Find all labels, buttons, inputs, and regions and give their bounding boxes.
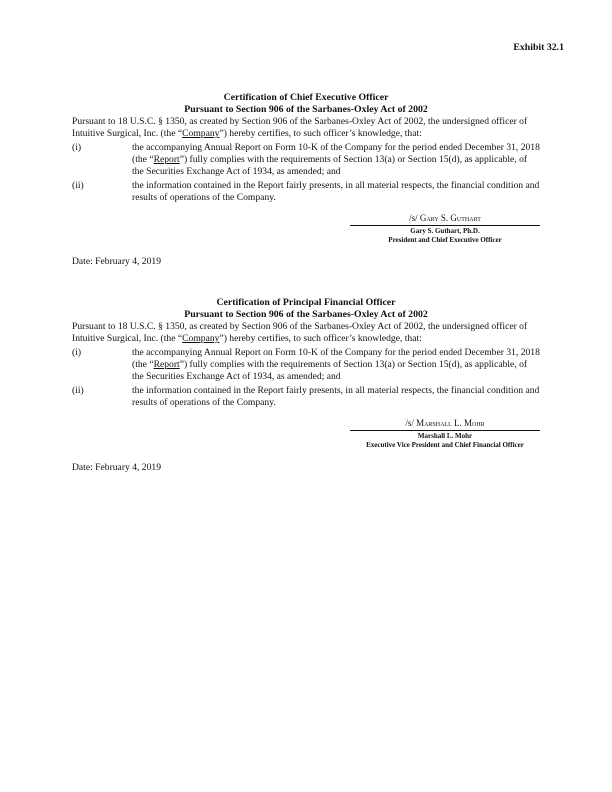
- cfo-item-2-text: the information contained in the Report fairly presents, in all material respects, the financial condition and results of operations of the Company.: [132, 385, 540, 408]
- cfo-intro: [72, 321, 540, 345]
- ceo-item-1: [72, 142, 540, 178]
- ceo-item-1-text: [132, 142, 540, 178]
- cfo-certification: [72, 297, 540, 450]
- ceo-signer-name: Gary S. Guthart, Ph.D.: [410, 227, 480, 235]
- ceo-item-1-text-start: the accompanying Annual Report on Form 10-K of the Company for the period ended December 31, 2018 (the “: [132, 142, 540, 165]
- cfo-item-1-text-start: the accompanying Annual Report on Form 10-K of the Company for the period ended December 31, 2018 (the “: [132, 347, 540, 370]
- cfo-signature-name: Marshall L. Mohr: [416, 418, 485, 428]
- cfo-item-1: [72, 347, 540, 383]
- ceo-item-1-report-term: Report: [153, 154, 180, 165]
- cfo-intro-text: Pursuant to 18 U.S.C. § 1350, as created by Section 906 of the Sarbanes-Oxley Act of 2002, the undersigned officer of Intuitive Surgical, Inc. (the “: [72, 321, 528, 344]
- cfo-item-1-report-term: Report: [153, 359, 180, 370]
- cfo-title: Certification of Principal Financial Officer: [216, 297, 396, 308]
- cfo-signature-prefix: /s/: [405, 418, 417, 428]
- ceo-item-1-text-end: ”) fully complies with the requirements of Section 13(a) or Section 15(d), as applicable, of the Securities Exchange Act of 1934, as amended; and: [132, 154, 528, 177]
- cfo-date: Date: February 4, 2019: [72, 462, 161, 473]
- ceo-item-2: [72, 180, 540, 204]
- ceo-title: Certification of Chief Executive Officer: [223, 92, 389, 103]
- cfo-heading: [72, 297, 540, 320]
- cfo-intro-company-term: Company: [182, 333, 220, 344]
- exhibit-label: Exhibit 32.1: [513, 42, 564, 53]
- cfo-subtitle: Pursuant to Section 906 of the Sarbanes-Oxley Act of 2002: [184, 308, 428, 320]
- cfo-signature-block: [350, 418, 540, 450]
- ceo-signature-block: [350, 213, 540, 245]
- ceo-intro-text: Pursuant to 18 U.S.C. § 1350, as created by Section 906 of the Sarbanes-Oxley Act of 2002, the undersigned officer of Intuitive Surgical, Inc. (the “: [72, 116, 528, 139]
- ceo-certification: [72, 92, 540, 245]
- ceo-signature-line: [350, 213, 540, 226]
- cfo-signature-line: [350, 418, 540, 431]
- ceo-intro-text-end: ”) hereby certifies, to such officer’s knowledge, that:: [219, 128, 422, 139]
- ceo-item-2-number: (ii): [72, 180, 84, 191]
- cfo-item-2: [72, 385, 540, 409]
- ceo-subtitle: Pursuant to Section 906 of the Sarbanes-Oxley Act of 2002: [184, 103, 428, 115]
- ceo-intro: [72, 116, 540, 140]
- ceo-signature-prefix: /s/: [409, 213, 420, 223]
- cfo-intro-text-end: ”) hereby certifies, to such officer’s knowledge, that:: [219, 333, 422, 344]
- cfo-item-1-text-end: ”) fully complies with the requirements of Section 13(a) or Section 15(d), as applicable, of the Securities Exchange Act of 1934, as amended; and: [132, 359, 528, 382]
- cfo-item-2-number: (ii): [72, 385, 84, 396]
- cfo-item-1-number: (i): [72, 347, 82, 358]
- ceo-signature-name: Gary S. Guthart: [419, 213, 481, 223]
- ceo-signer-title: President and Chief Executive Officer: [388, 236, 502, 244]
- cfo-signer-title: Executive Vice President and Chief Financial Officer: [366, 441, 524, 449]
- ceo-item-1-number: (i): [72, 142, 82, 153]
- cfo-signer-name: Marshall L. Mohr: [417, 432, 473, 440]
- ceo-item-2-text: the information contained in the Report fairly presents, in all material respects, the financial condition and results of operations of the Company.: [132, 180, 540, 203]
- cfo-item-1-text: [132, 347, 540, 383]
- ceo-date: Date: February 4, 2019: [72, 256, 161, 267]
- ceo-intro-company-term: Company: [182, 128, 220, 139]
- ceo-heading: [72, 92, 540, 115]
